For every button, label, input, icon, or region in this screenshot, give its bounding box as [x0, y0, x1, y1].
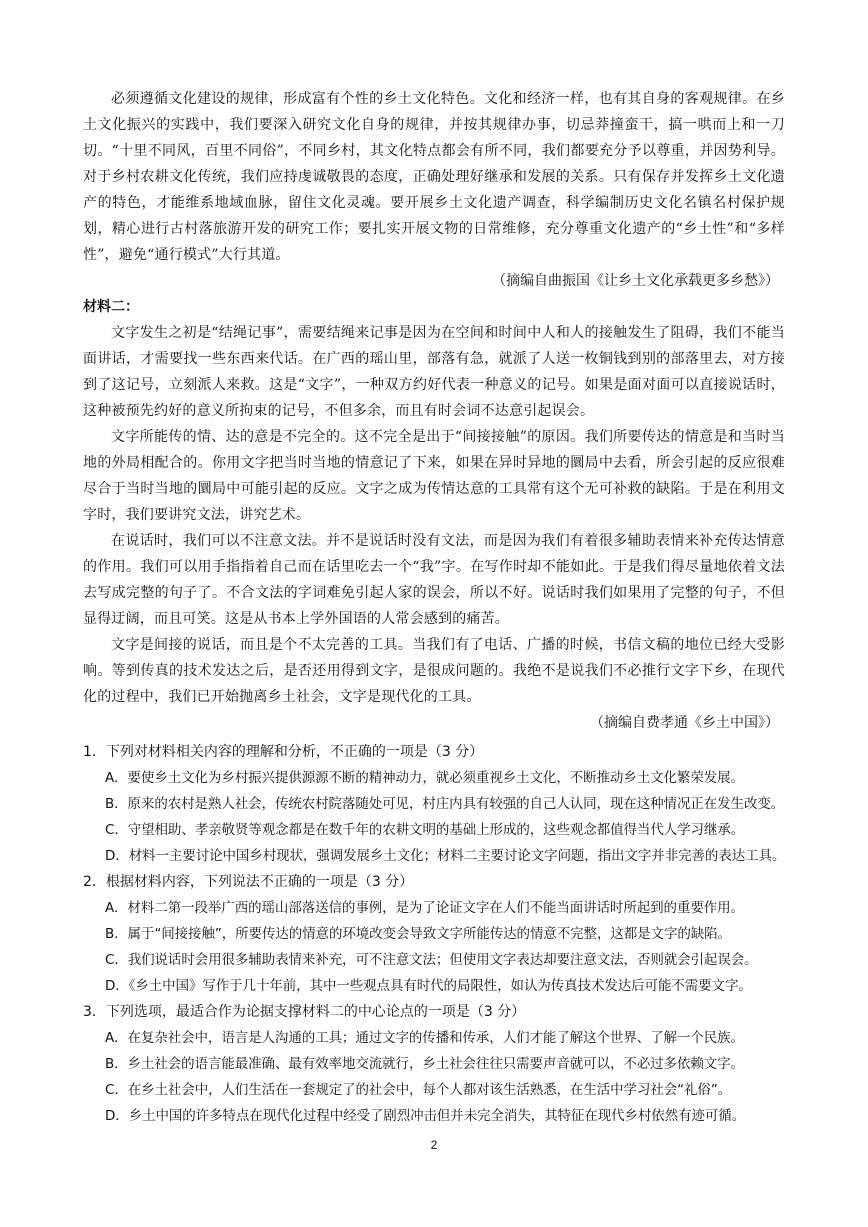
question-2-option-a: A．材料二第一段举广西的瑶山部落送信的事例，是为了论证文字在人们不能当面讲话时所起到的重要作用。 [105, 900, 744, 916]
questions-section [83, 739, 793, 1129]
question-3-option-d: D．乡土中国的许多特点在现代化过程中经受了剧烈冲击但并未完全消失，其特征在现代乡村依然有迹可循。 [105, 1108, 746, 1124]
question-1-option-b: B．原来的农村是熟人社会，传统农村院落随处可见，村庄内具有较强的自己人认同，现在这种情况正在发生改变。 [105, 796, 785, 812]
question-3-option-b: B．乡土社会的语言能最准确、最有效率地交流就行，乡土社会往往只需要声音就可以，不必过多依赖文字。 [105, 1056, 744, 1072]
material2-paragraph: 文字是间接的说话，而且是个不太完善的工具。当我们有了电话、广播的时候，书信文稿的地位已经大受影响。等到传真的技术发达之后，是否还用得到文字，是很成问题的。我绝不是说我们不必推行文字下乡，在现代化的过程中，我们已开始抛离乡土社会，文字是现代化的工具。 [83, 637, 785, 705]
question-3-option-c: C．在乡土社会中，人们生活在一套规定了的社会中，每个人都对该生活熟悉，在生活中学习社会“礼俗”。 [105, 1082, 732, 1098]
question-1-option-a: A．要使乡土文化为乡村振兴提供源源不断的精神动力，就必须重视乡土文化，不断推动乡土文化繁荣发展。 [105, 770, 744, 786]
question-3-option-a: A．在复杂社会中，语言是人沟通的工具；通过文字的传播和传承，人们才能了解这个世界、了解一个民族。 [105, 1030, 744, 1046]
material2-section [83, 294, 785, 736]
material2-paragraph: 在说话时，我们可以不注意文法。并不是说话时没有文法，而是因为我们有着很多辅助表情来补充传达情意的作用。我们可以用手指指着自己而在话里吃去一个“我”字。在写作时却不能如此。于是我们得尽量地依着文法去写成完整的句子了。不合文法的字词难免引起人家的误会，所以不好。说话时我们如果用了完整的句子，不但显得迂阔，而且可笑。这是从书本上学外国语的人常会感到的痛苦。 [83, 533, 785, 627]
question-2-option-b: B．属于“间接接触”，所要传达的情意的环境改变会导致文字所能传达的情意不完整，这都是文字的缺陷。 [105, 926, 731, 942]
material1-source: （摘编自曲振国《让乡土文化承载更多乡愁》） [492, 273, 779, 289]
question-3-stem: 3．下列选项，最适合作为论据支撑材料二的中心论点的一项是（3 分） [83, 1004, 526, 1020]
material2-paragraph: 文字所能传的情、达的意是不完全的。这不完全是出于“间接接触”的原因。我们所要传达的情意是和当时当地的外局相配合的。你用文字把当时当地的情意记了下来，如果在异时异地的圜局中去看，所会引起的反应很难尽合于当时当地的圜局中可能引起的反应。文字之成为传情达意的工具常有这个无可补救的缺陷。于是在利用文字时，我们要讲究文法，讲究艺术。 [83, 429, 785, 523]
question-1-stem: 1．下列对材料相关内容的理解和分析，不正确的一项是（3 分） [83, 744, 484, 760]
question-2-stem: 2．根据材料内容，下列说法不正确的一项是（3 分） [83, 874, 414, 890]
page-number: 2 [430, 1138, 438, 1152]
material1-paragraph: 必须遵循文化建设的规律，形成富有个性的乡土文化特色。文化和经济一样，也有其自身的客观规律。在乡土文化振兴的实践中，我们要深入研究文化自身的规律，并按其规律办事，切忌莽撞蛮干，搞一哄而上和一刀切。“十里不同风，百里不同俗”，不同乡村，其文化特点都会有所不同，我们都要充分予以尊重，并因势利导。对于乡村农耕文化传统，我们应持虔诚敬畏的态度，正确处理好继承和发展的关系。只有保存并发挥乡土文化遗产的特色，才能维系地域血脉，留住文化灵魂。要开展乡土文化遗产调查，科学编制历史文化名镇名村保护规划，精心进行古村落旅游开发的研究工作；要扎实开展文物的日常维修，充分尊重文化遗产的“乡土性”和“多样性”，避免“通行模式”大行其道。 [83, 91, 785, 263]
material2-source: （摘编自费孝通《乡土中国》） [590, 715, 779, 731]
question-2-option-c: C．我们说话时会用很多辅助表情来补充，可不注意文法；但使用文字表达却要注意文法，否则就会引起误会。 [105, 952, 758, 968]
material1-section [83, 86, 785, 294]
material2-heading: 材料二： [83, 299, 139, 315]
material2-paragraph: 文字发生之初是“结绳记事”，需要结绳来记事是因为在空间和时间中人和人的接触发生了阻碍，我们不能当面讲话，才需要找一些东西来代话。在广西的瑶山里，部落有急，就派了人送一枚铜钱到别的部落里去，对方接到了这记号，立刻派人来救。这是“文字”，一种双方约好代表一种意义的记号。如果是面对面可以直接说话时，这种被预先约好的意义所拘束的记号，不但多余，而且有时会词不达意引起误会。 [83, 325, 785, 419]
question-1-option-c: C．守望相助、孝亲敬贤等观念都是在数千年的农耕文明的基础上形成的，这些观念都值得当代人学习继承。 [105, 822, 745, 838]
question-1-option-d: D．材料一主要讨论中国乡村现状，强调发展乡土文化；材料二主要讨论文字问题，指出文字并非完善的表达工具。 [105, 848, 786, 864]
question-2-option-d: D．《乡土中国》写作于几十年前，其中一些观点具有时代的局限性，如认为传真技术发达后可能不需要文字。 [105, 978, 752, 994]
